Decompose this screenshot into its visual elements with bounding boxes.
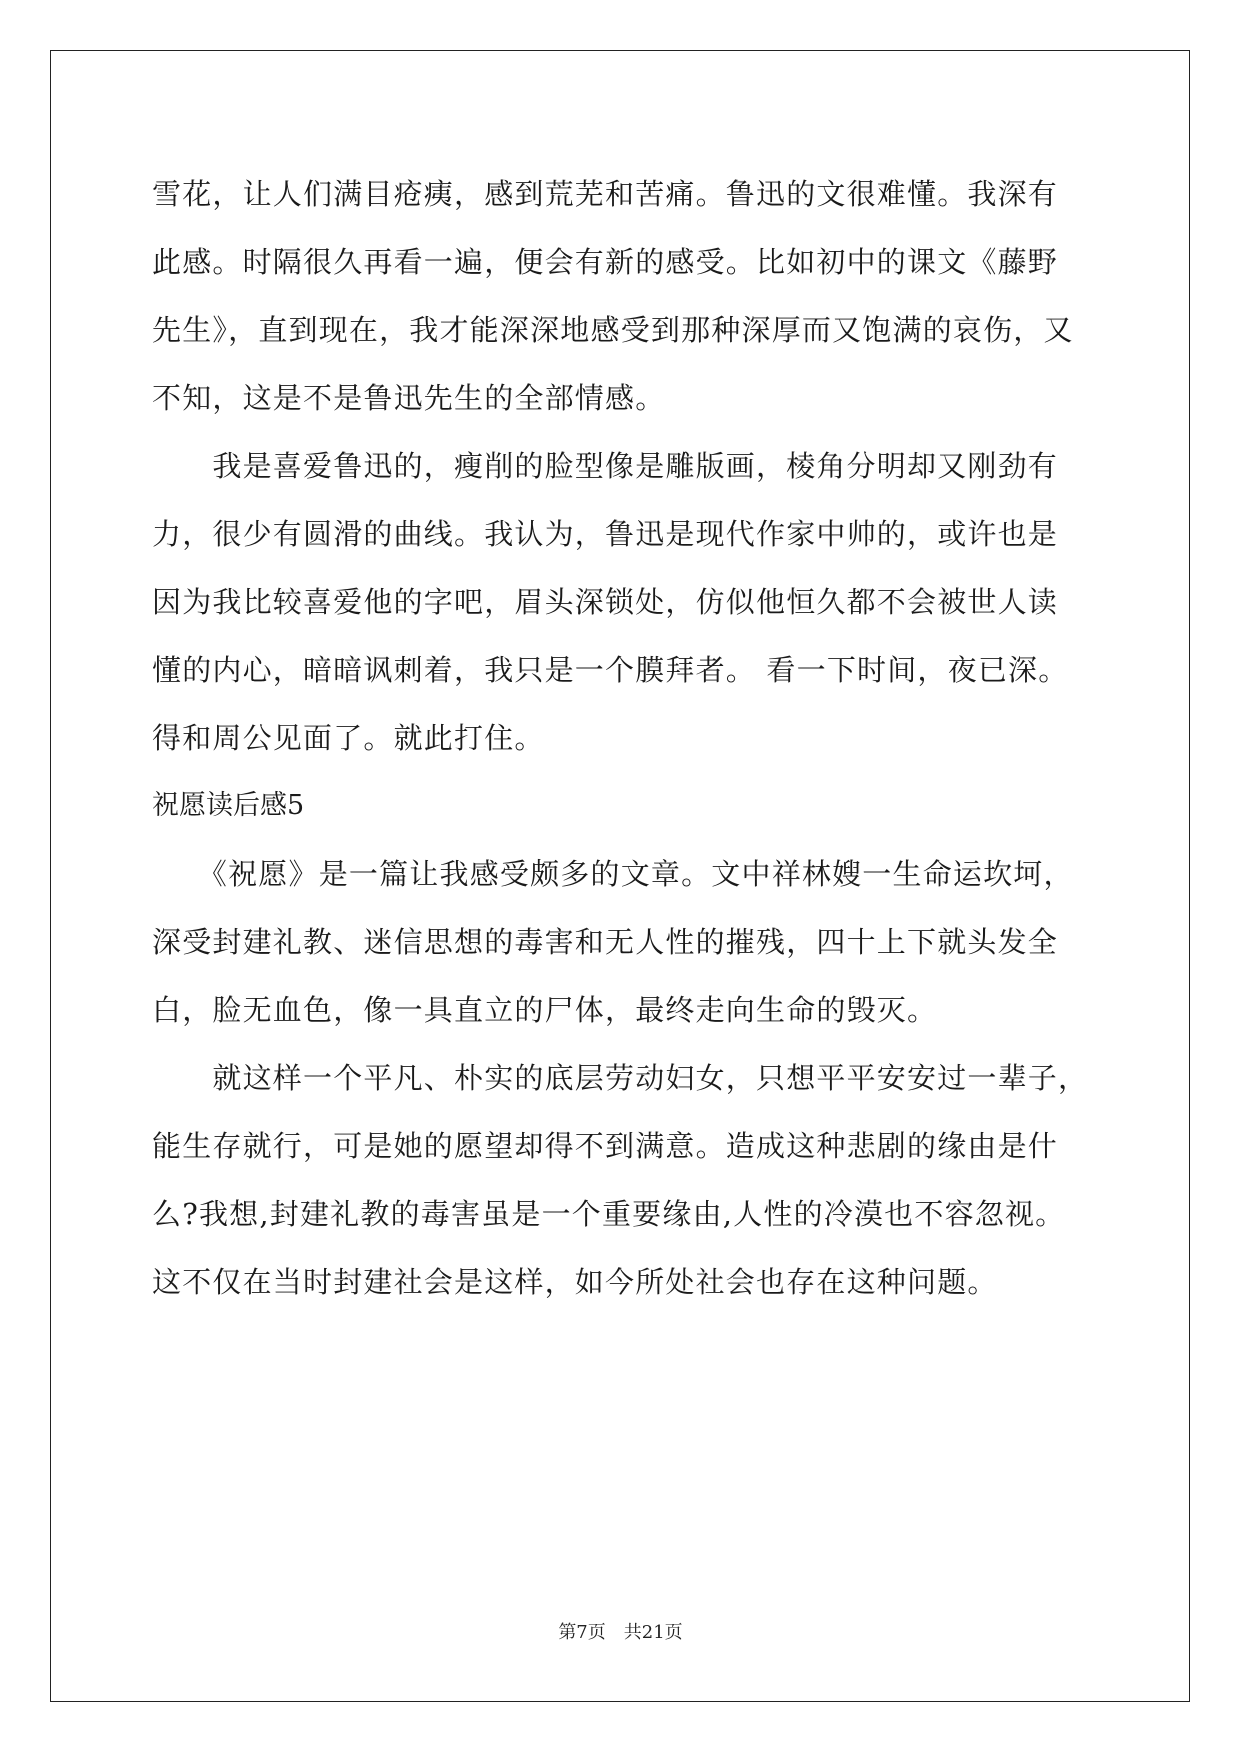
- text-line: 能生存就行，可是她的愿望却得不到满意。造成这种悲剧的缘由是什: [152, 1129, 1059, 1163]
- text-line: 《祝愿》是一篇让我感受颇多的文章。文中祥林嫂一生命运坎坷，: [152, 857, 1074, 891]
- text-line: 先生》，直到现在，我才能深深地感受到那种深厚而又饱满的哀伤，又: [152, 313, 1074, 347]
- page-footer: 第7页 共21页: [558, 1622, 683, 1643]
- section-heading: 祝愿读后感5: [152, 790, 305, 821]
- text-line: 么?我想,封建礼教的毒害虽是一个重要缘由,人性的冷漠也不容忽视。: [152, 1197, 1066, 1231]
- text-line: 不知，这是不是鲁迅先生的全部情感。: [152, 381, 666, 415]
- text-line: 我是喜爱鲁迅的，瘦削的脸型像是雕版画，棱角分明却又刚劲有: [152, 449, 1059, 483]
- text-line: 这不仅在当时封建社会是这样，如今所处社会也存在这种问题。: [152, 1265, 998, 1299]
- text-line: 得和周公见面了。就此打住。: [152, 721, 545, 755]
- text-line: 此感。时隔很久再看一遍，便会有新的感受。比如初中的课文《藤野: [152, 245, 1059, 279]
- text-line: 雪花，让人们满目疮痍，感到荒芜和苦痛。鲁迅的文很难懂。我深有: [152, 177, 1059, 211]
- text-line: 因为我比较喜爱他的字吧，眉头深锁处，仿似他恒久都不会被世人读: [152, 585, 1059, 619]
- text-line: 懂的内心，暗暗讽刺着，我只是一个膜拜者。 看一下时间，夜已深。: [152, 653, 1069, 687]
- text-line: 力，很少有圆滑的曲线。我认为，鲁迅是现代作家中帅的，或许也是: [152, 517, 1059, 551]
- text-line: 白，脸无血色，像一具直立的尸体，最终走向生命的毁灭。: [152, 993, 938, 1027]
- document-body: [152, 160, 1092, 1316]
- text-line: 就这样一个平凡、朴实的底层劳动妇女，只想平平安安过一辈子，: [152, 1061, 1089, 1095]
- text-line: 深受封建礼教、迷信思想的毒害和无人性的摧残，四十上下就头发全: [152, 925, 1059, 959]
